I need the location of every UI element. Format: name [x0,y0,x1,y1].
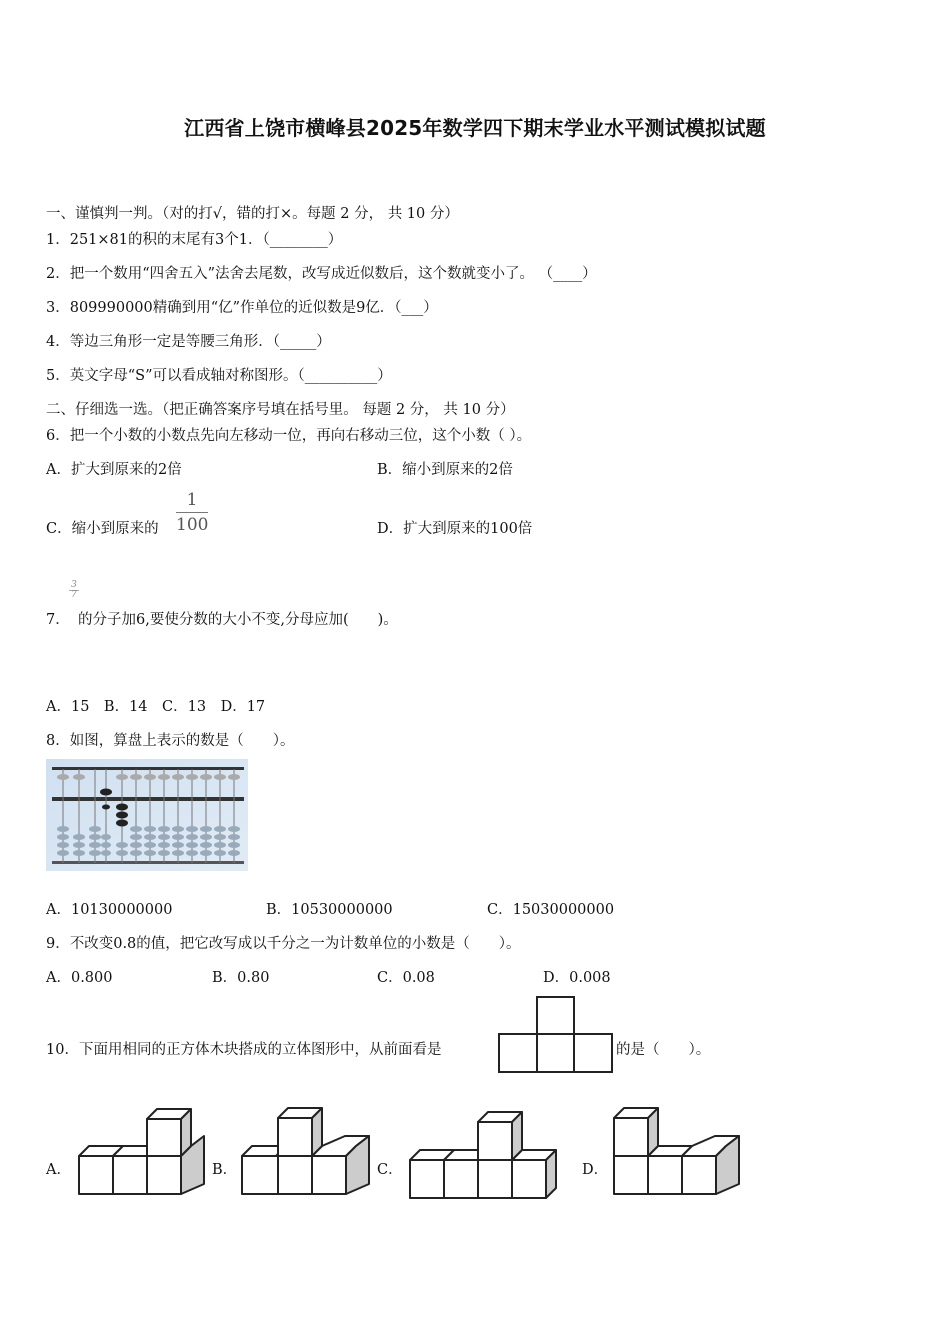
q6-option-c: C．缩小到原来的 [46,521,159,537]
section-1-heading: 一、谨慎判一判。（对的打√，错的打×。每题 2 分， 共 10 分） [46,206,459,222]
q8-option-a: A．10130000000 [46,902,173,918]
q6-option-b: B．缩小到原来的2倍 [377,462,513,478]
question-6: 6．把一个小数的小数点先向左移动一位，再向右移动三位，这个小数（ ）。 [46,428,532,444]
q7-fraction [69,581,79,600]
q6-option-a: A．扩大到原来的2倍 [46,462,182,478]
question-10-end: 的是（ ）。 [616,1042,711,1058]
q9-option-c: C．0.08 [377,970,435,986]
question-5: 5．英文字母“S”可以看成轴对称图形。（__________） [46,368,392,384]
question-7: 的分子加6,要使分数的大小不变,分母应加( )。 [78,612,398,628]
fraction-denominator: 100 [176,515,209,535]
q9-option-d: D．0.008 [543,970,611,986]
q9-option-a: A．0.800 [46,970,113,986]
q10-figure-c [409,1108,563,1200]
question-8: 8．如图，算盘上表示的数是（ ）。 [46,733,295,749]
fraction-denominator: 7 [71,590,77,600]
fraction-numerator: 3 [71,580,77,590]
q10-figure-b [241,1106,371,1198]
q9-option-b: B．0.80 [212,970,270,986]
question-9: 9．不改变0.8的值，把它改写成以千分之一为计数单位的小数是（ ）。 [46,936,521,952]
question-1: 1．251×81的积的末尾有3个1．（________） [46,232,343,248]
front-view-figure [498,996,614,1074]
q6-c-fraction [176,490,208,535]
abacus-image [46,759,248,871]
question-2: 2．把一个数用“四舍五入”法舍去尾数，改写成近似数后，这个数就变小了。 （____） [46,266,597,282]
fraction-numerator: 1 [186,490,198,510]
question-3: 3．809990000精确到用“亿”作单位的近似数是9亿．（___） [46,300,438,316]
q10-figure-d [613,1106,743,1198]
fraction-bar [176,512,208,513]
q10-option-b: B． [212,1162,238,1178]
q10-option-c: C． [377,1162,403,1178]
question-7-number: 7． [46,612,70,628]
q8-option-c: C．15030000000 [487,902,615,918]
q10-figure-a [78,1106,208,1198]
section-2-heading: 二、仔细选一选。（把正确答案序号填在括号里。 每题 2 分， 共 10 分） [46,402,515,418]
question-10: 10．下面用相同的正方体木块搭成的立体图形中，从前面看是 [46,1042,442,1058]
question-4: 4．等边三角形一定是等腰三角形．（_____） [46,334,331,350]
q6-option-d: D．扩大到原来的100倍 [377,521,533,537]
q10-option-a: A． [46,1162,71,1178]
page-title: 江西省上饶市横峰县2025年数学四下期末学业水平测试模拟试题 [184,116,766,140]
q10-option-d: D． [582,1162,609,1178]
q7-options: A．15 B．14 C．13 D．17 [46,699,266,715]
q8-option-b: B．10530000000 [266,902,393,918]
